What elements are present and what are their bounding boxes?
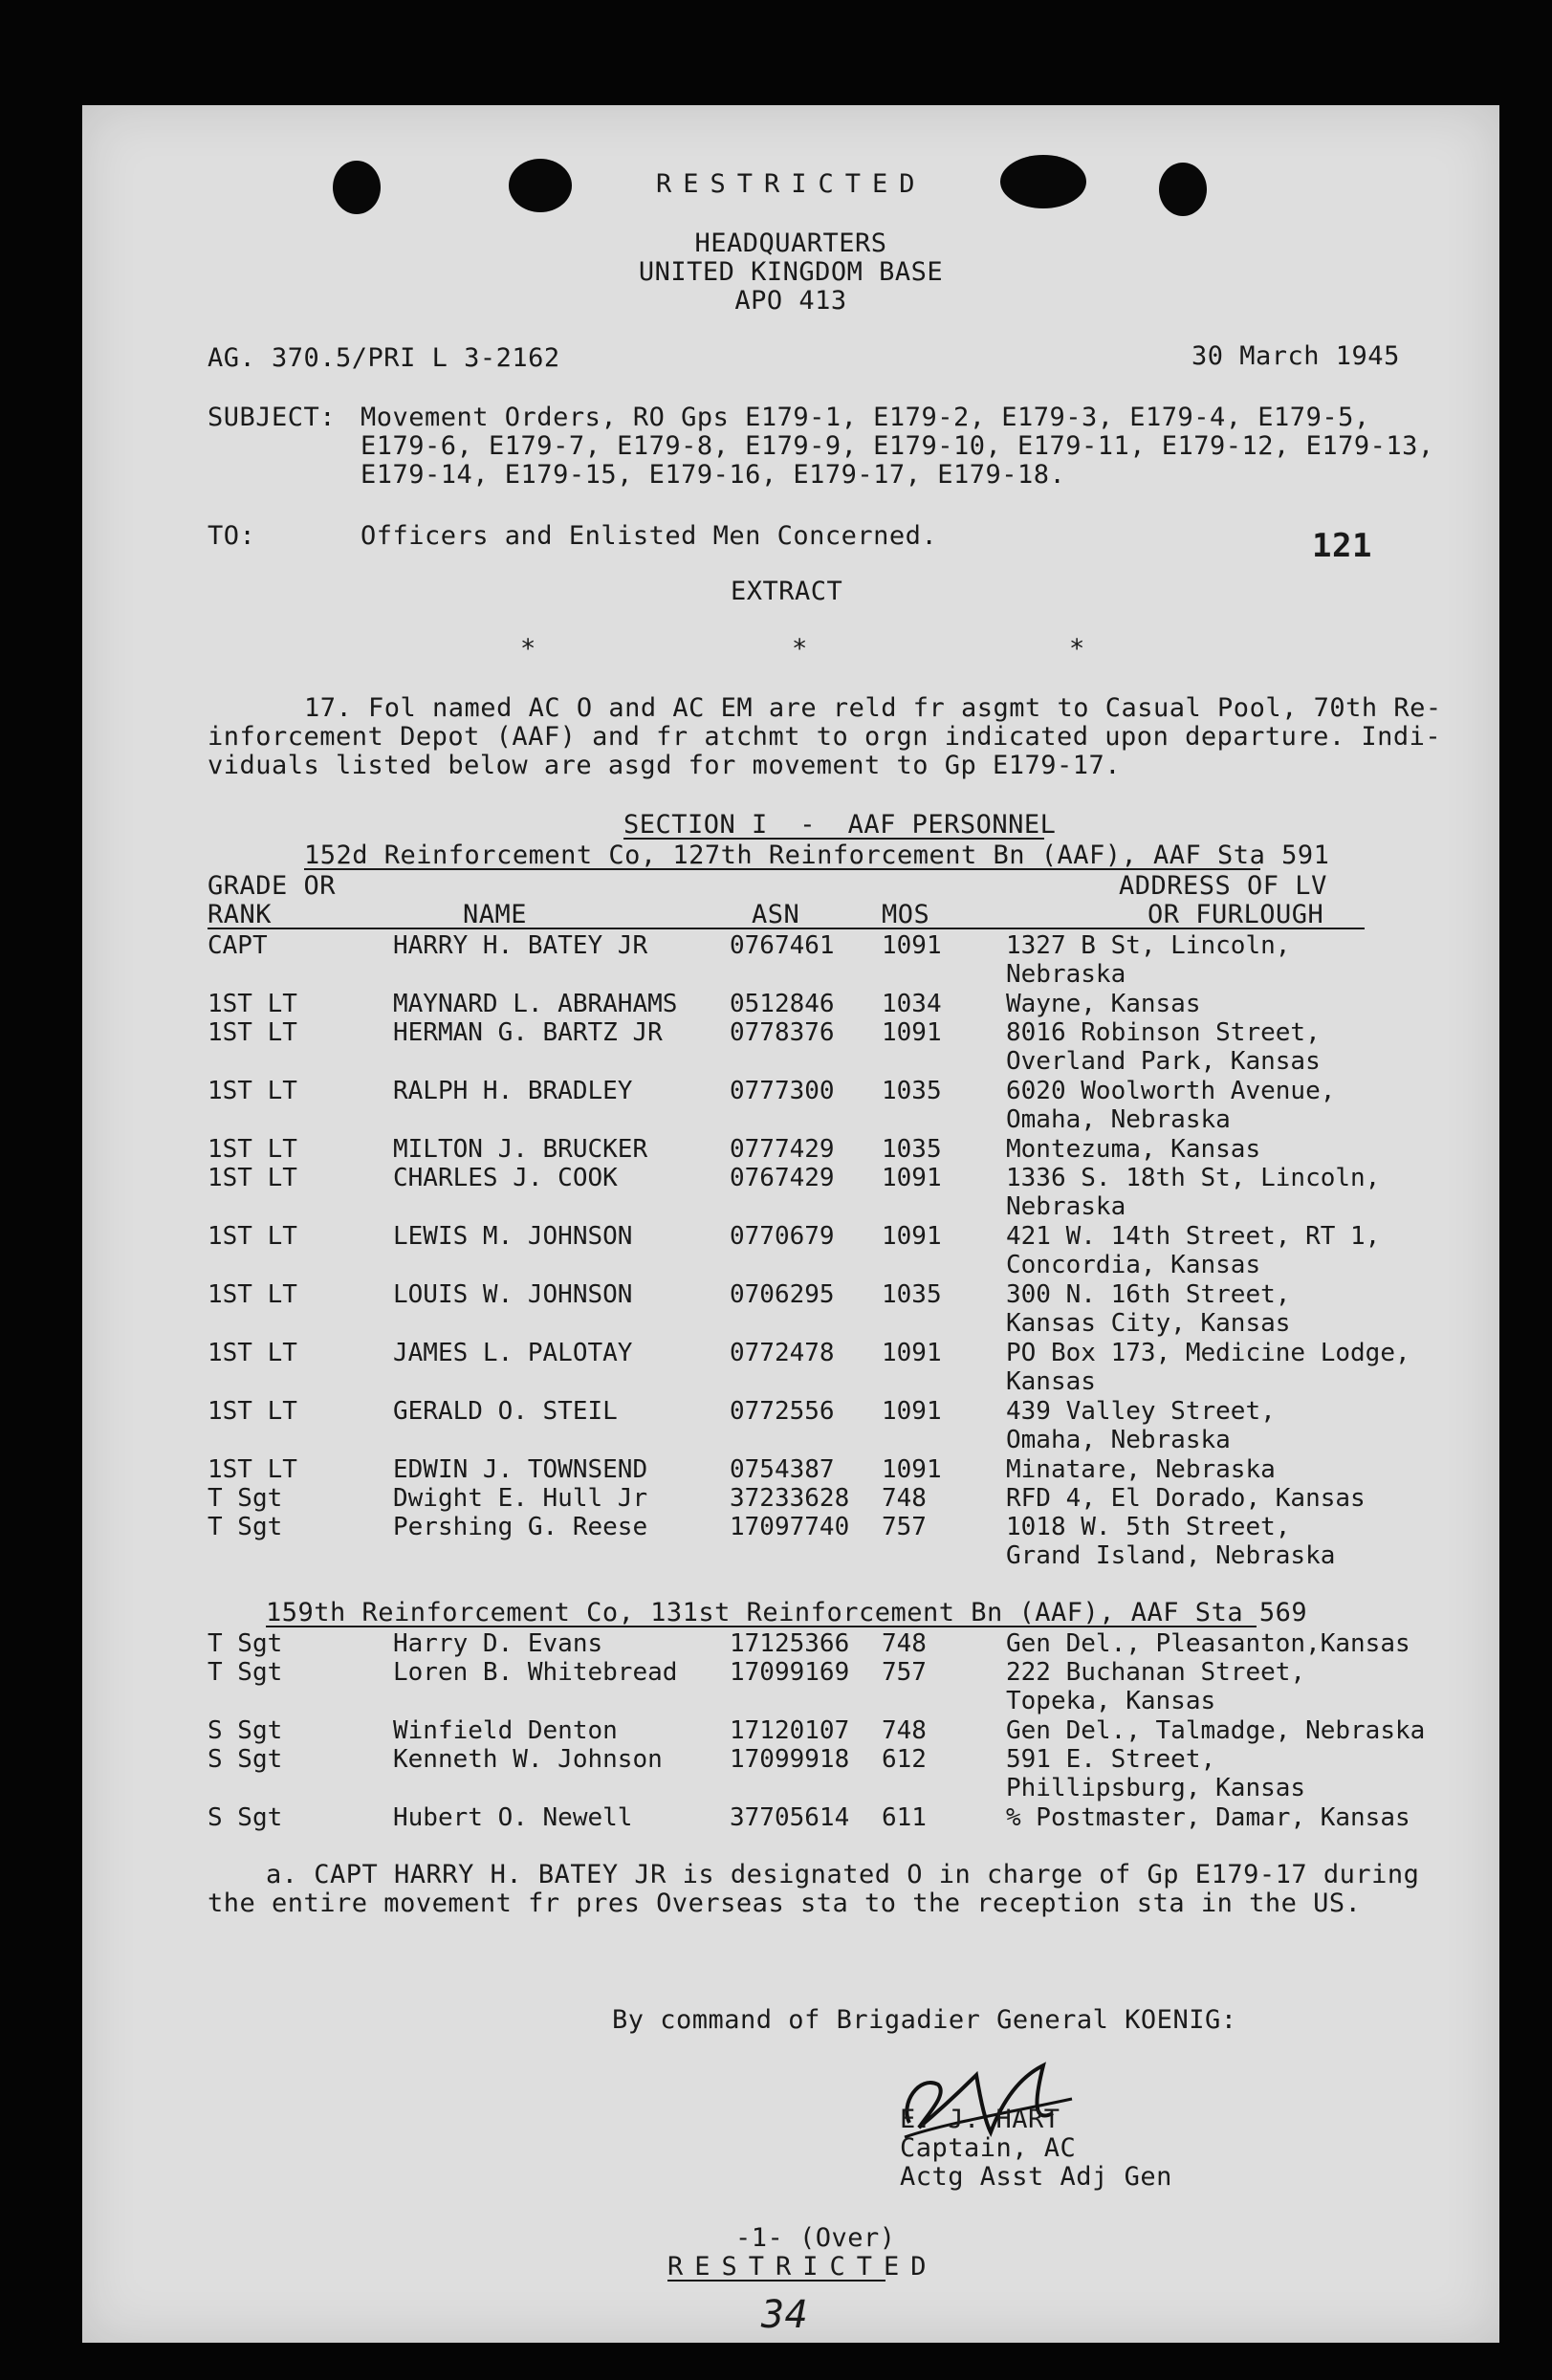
asn-cell: 0767429 bbox=[730, 1164, 835, 1192]
document-page bbox=[82, 105, 1499, 2343]
mos-cell: 611 bbox=[882, 1803, 927, 1832]
signature-title: Actg Asst Adj Gen bbox=[900, 2162, 1172, 2192]
document-date: 30 March 1945 bbox=[1191, 341, 1400, 371]
command-line: UNITED KINGDOM BASE bbox=[638, 257, 944, 287]
address-cell: Nebraska bbox=[1006, 1192, 1126, 1221]
apo-line: APO 413 bbox=[734, 286, 847, 316]
grade-cell: 1ST LT bbox=[208, 1018, 297, 1047]
address-cell: 8016 Robinson Street, bbox=[1006, 1018, 1321, 1047]
address-cell: Minatare, Nebraska bbox=[1006, 1455, 1276, 1484]
address-cell: Kansas bbox=[1006, 1367, 1096, 1396]
separator-star: * bbox=[1069, 634, 1085, 664]
column-asn: ASN bbox=[752, 900, 800, 929]
asn-cell: 17097740 bbox=[730, 1513, 850, 1541]
address-cell: 1327 B St, Lincoln, bbox=[1006, 931, 1291, 960]
column-address: ADDRESS OF LV bbox=[1119, 871, 1327, 901]
address-cell: Phillipsburg, Kansas bbox=[1006, 1774, 1306, 1802]
address-cell: Nebraska bbox=[1006, 960, 1126, 989]
name-cell: Dwight E. Hull Jr bbox=[393, 1484, 648, 1513]
name-cell: Hubert O. Newell bbox=[393, 1803, 633, 1832]
grade-cell: S Sgt bbox=[208, 1803, 283, 1832]
table-row bbox=[82, 1658, 1499, 1715]
unit-heading-2: 159th Reinforcement Co, 131st Reinforcement Bn (AAF), AAF Sta 569 bbox=[266, 1598, 1308, 1627]
address-cell: Omaha, Nebraska bbox=[1006, 1105, 1231, 1134]
name-cell: Pershing G. Reese bbox=[393, 1513, 648, 1541]
grade-cell: T Sgt bbox=[208, 1658, 283, 1687]
table-row bbox=[82, 1280, 1499, 1338]
address-cell: Gen Del., Talmadge, Nebraska bbox=[1006, 1716, 1426, 1745]
table-row bbox=[82, 1077, 1499, 1134]
subject-line: Movement Orders, RO Gps E179-1, E179-2, E179-3, E179-4, E179-5, bbox=[361, 403, 1370, 432]
to-text: Officers and Enlisted Men Concerned. bbox=[361, 521, 938, 551]
punch-hole-left bbox=[333, 161, 381, 214]
name-cell: LOUIS W. JOHNSON bbox=[393, 1280, 633, 1309]
headquarters-line: HEADQUARTERS bbox=[694, 229, 887, 258]
section-title: SECTION I - AAF PERSONNEL bbox=[623, 810, 1057, 840]
grade-cell: 1ST LT bbox=[208, 1164, 297, 1192]
classification-header: RESTRICTED bbox=[656, 169, 927, 199]
asn-cell: 17099169 bbox=[730, 1658, 850, 1687]
mos-cell: 1034 bbox=[882, 990, 942, 1018]
asn-cell: 17099918 bbox=[730, 1745, 850, 1774]
mos-cell: 1091 bbox=[882, 931, 942, 960]
mos-cell: 1035 bbox=[882, 1280, 942, 1309]
mos-cell: 1035 bbox=[882, 1077, 942, 1105]
asn-cell: 0512846 bbox=[730, 990, 835, 1018]
address-cell: Omaha, Nebraska bbox=[1006, 1426, 1231, 1454]
grade-cell: S Sgt bbox=[208, 1745, 283, 1774]
address-cell: Concordia, Kansas bbox=[1006, 1251, 1261, 1279]
name-cell: Loren B. Whitebread bbox=[393, 1658, 678, 1687]
address-cell: 1336 S. 18th St, Lincoln, bbox=[1006, 1164, 1381, 1192]
name-cell: RALPH H. BRADLEY bbox=[393, 1077, 633, 1105]
signature-title: Captain, AC bbox=[900, 2133, 1077, 2163]
address-cell: Topeka, Kansas bbox=[1006, 1687, 1216, 1715]
asn-cell: 0777429 bbox=[730, 1135, 835, 1164]
grade-cell: CAPT bbox=[208, 931, 268, 960]
mos-cell: 748 bbox=[882, 1484, 927, 1513]
table-row bbox=[82, 1484, 1499, 1514]
column-grade: GRADE OR bbox=[208, 871, 337, 901]
subject-label: SUBJECT: bbox=[208, 403, 337, 432]
page-number: -1- (Over) bbox=[735, 2223, 896, 2253]
asn-cell: 0772478 bbox=[730, 1339, 835, 1367]
mos-cell: 1091 bbox=[882, 1222, 942, 1251]
mos-cell: 612 bbox=[882, 1745, 927, 1774]
to-label: TO: bbox=[208, 521, 256, 551]
unit-heading-1-underline bbox=[304, 868, 1260, 870]
closing-line: By command of Brigadier General KOENIG: bbox=[612, 2005, 1237, 2035]
table-row bbox=[82, 1629, 1499, 1659]
grade-cell: 1ST LT bbox=[208, 990, 297, 1018]
table-row bbox=[82, 1513, 1499, 1570]
classification-footer: RESTRICTED bbox=[667, 2252, 938, 2282]
unit-heading-1: 152d Reinforcement Co, 127th Reinforcement Bn (AAF), AAF Sta 591 bbox=[304, 841, 1330, 870]
grade-cell: T Sgt bbox=[208, 1629, 283, 1658]
table-row bbox=[82, 1339, 1499, 1396]
name-cell: HARRY H. BATEY JR bbox=[393, 931, 648, 960]
signature-name: E. J. HART bbox=[900, 2105, 1060, 2134]
extract-heading: EXTRACT bbox=[731, 577, 843, 606]
subject-line: E179-14, E179-15, E179-16, E179-17, E179-18. bbox=[361, 460, 1066, 490]
name-cell: MAYNARD L. ABRAHAMS bbox=[393, 990, 678, 1018]
table-row bbox=[82, 1745, 1499, 1802]
column-grade-rank: RANK bbox=[208, 900, 273, 929]
mos-cell: 748 bbox=[882, 1629, 927, 1658]
paragraph-line: viduals listed below are asgd for movement to Gp E179-17. bbox=[208, 751, 1122, 780]
name-cell: Kenneth W. Johnson bbox=[393, 1745, 663, 1774]
table-row bbox=[82, 1455, 1499, 1485]
address-cell: Wayne, Kansas bbox=[1006, 990, 1201, 1018]
asn-cell: 37233628 bbox=[730, 1484, 850, 1513]
mos-cell: 757 bbox=[882, 1658, 927, 1687]
grade-cell: 1ST LT bbox=[208, 1339, 297, 1367]
asn-cell: 0754387 bbox=[730, 1455, 835, 1484]
column-mos: MOS bbox=[882, 900, 930, 929]
table-row bbox=[82, 931, 1499, 989]
column-header-rule bbox=[208, 928, 1365, 929]
note-line: the entire movement fr pres Overseas sta to the reception sta in the US. bbox=[208, 1889, 1362, 1918]
address-cell: PO Box 173, Medicine Lodge, bbox=[1006, 1339, 1410, 1367]
mos-cell: 1091 bbox=[882, 1397, 942, 1426]
mos-cell: 757 bbox=[882, 1513, 927, 1541]
unit-heading-2-underline bbox=[266, 1626, 1257, 1627]
punch-hole-center-left bbox=[509, 159, 572, 212]
paragraph-line: 17. Fol named AC O and AC EM are reld fr asgmt to Casual Pool, 70th Re- bbox=[304, 693, 1442, 723]
table-row bbox=[82, 1803, 1499, 1833]
mos-cell: 1091 bbox=[882, 1455, 942, 1484]
grade-cell: 1ST LT bbox=[208, 1280, 297, 1309]
grade-cell: 1ST LT bbox=[208, 1135, 297, 1164]
mos-cell: 1035 bbox=[882, 1135, 942, 1164]
paragraph-line: inforcement Depot (AAF) and fr atchmt to orgn indicated upon departure. Indi- bbox=[208, 722, 1442, 752]
note-line: a. CAPT HARRY H. BATEY JR is designated O in charge of Gp E179-17 during bbox=[266, 1860, 1420, 1889]
table-row bbox=[82, 1397, 1499, 1454]
address-cell: Gen Del., Pleasanton,Kansas bbox=[1006, 1629, 1410, 1658]
asn-cell: 0778376 bbox=[730, 1018, 835, 1047]
address-cell: 421 W. 14th Street, RT 1, bbox=[1006, 1222, 1381, 1251]
address-cell: 1018 W. 5th Street, bbox=[1006, 1513, 1291, 1541]
asn-cell: 0767461 bbox=[730, 931, 835, 960]
grade-cell: 1ST LT bbox=[208, 1222, 297, 1251]
grade-cell: S Sgt bbox=[208, 1716, 283, 1745]
grade-cell: T Sgt bbox=[208, 1484, 283, 1513]
name-cell: LEWIS M. JOHNSON bbox=[393, 1222, 633, 1251]
asn-cell: 37705614 bbox=[730, 1803, 850, 1832]
punch-hole-right bbox=[1159, 163, 1207, 216]
address-cell: Montezuma, Kansas bbox=[1006, 1135, 1261, 1164]
address-cell: Kansas City, Kansas bbox=[1006, 1309, 1291, 1338]
address-cell: Grand Island, Nebraska bbox=[1006, 1541, 1336, 1570]
address-cell: % Postmaster, Damar, Kansas bbox=[1006, 1803, 1410, 1832]
name-cell: Harry D. Evans bbox=[393, 1629, 603, 1658]
name-cell: JAMES L. PALOTAY bbox=[393, 1339, 633, 1367]
address-cell: RFD 4, El Dorado, Kansas bbox=[1006, 1484, 1366, 1513]
mos-cell: 748 bbox=[882, 1716, 927, 1745]
punch-hole-center-right bbox=[1000, 155, 1086, 208]
file-reference: AG. 370.5/PRI L 3-2162 bbox=[208, 343, 560, 373]
name-cell: MILTON J. BRUCKER bbox=[393, 1135, 648, 1164]
name-cell: Winfield Denton bbox=[393, 1716, 618, 1745]
subject-line: E179-6, E179-7, E179-8, E179-9, E179-10, E179-11, E179-12, E179-13, bbox=[361, 431, 1434, 461]
table-row bbox=[82, 990, 1499, 1019]
table-row bbox=[82, 1716, 1499, 1746]
classification-footer-underline bbox=[667, 2280, 885, 2282]
address-cell: 300 N. 16th Street, bbox=[1006, 1280, 1291, 1309]
column-address-furlough: OR FURLOUGH bbox=[1148, 900, 1324, 929]
address-cell: Overland Park, Kansas bbox=[1006, 1047, 1321, 1076]
name-cell: HERMAN G. BARTZ JR bbox=[393, 1018, 663, 1047]
mos-cell: 1091 bbox=[882, 1018, 942, 1047]
grade-cell: 1ST LT bbox=[208, 1455, 297, 1484]
separator-star: * bbox=[520, 634, 536, 664]
address-cell: 222 Buchanan Street, bbox=[1006, 1658, 1306, 1687]
grade-cell: 1ST LT bbox=[208, 1397, 297, 1426]
asn-cell: 17120107 bbox=[730, 1716, 850, 1745]
asn-cell: 0706295 bbox=[730, 1280, 835, 1309]
mos-cell: 1091 bbox=[882, 1164, 942, 1192]
name-cell: EDWIN J. TOWNSEND bbox=[393, 1455, 648, 1484]
table-row bbox=[82, 1164, 1499, 1221]
asn-cell: 0772556 bbox=[730, 1397, 835, 1426]
separator-star: * bbox=[792, 634, 808, 664]
address-cell: 591 E. Street, bbox=[1006, 1745, 1216, 1774]
column-name: NAME bbox=[463, 900, 528, 929]
address-cell: 6020 Woolworth Avenue, bbox=[1006, 1077, 1336, 1105]
asn-cell: 0777300 bbox=[730, 1077, 835, 1105]
asn-cell: 0770679 bbox=[730, 1222, 835, 1251]
name-cell: CHARLES J. COOK bbox=[393, 1164, 618, 1192]
handwritten-page-number: 34 bbox=[761, 2293, 809, 2337]
grade-cell: 1ST LT bbox=[208, 1077, 297, 1105]
grade-cell: T Sgt bbox=[208, 1513, 283, 1541]
table-row bbox=[82, 1018, 1499, 1076]
table-row bbox=[82, 1222, 1499, 1279]
name-cell: GERALD O. STEIL bbox=[393, 1397, 618, 1426]
asn-cell: 17125366 bbox=[730, 1629, 850, 1658]
page-stamp: 121 bbox=[1312, 527, 1372, 565]
address-cell: 439 Valley Street, bbox=[1006, 1397, 1276, 1426]
table-row bbox=[82, 1135, 1499, 1165]
section-title-underline bbox=[623, 838, 1044, 840]
mos-cell: 1091 bbox=[882, 1339, 942, 1367]
